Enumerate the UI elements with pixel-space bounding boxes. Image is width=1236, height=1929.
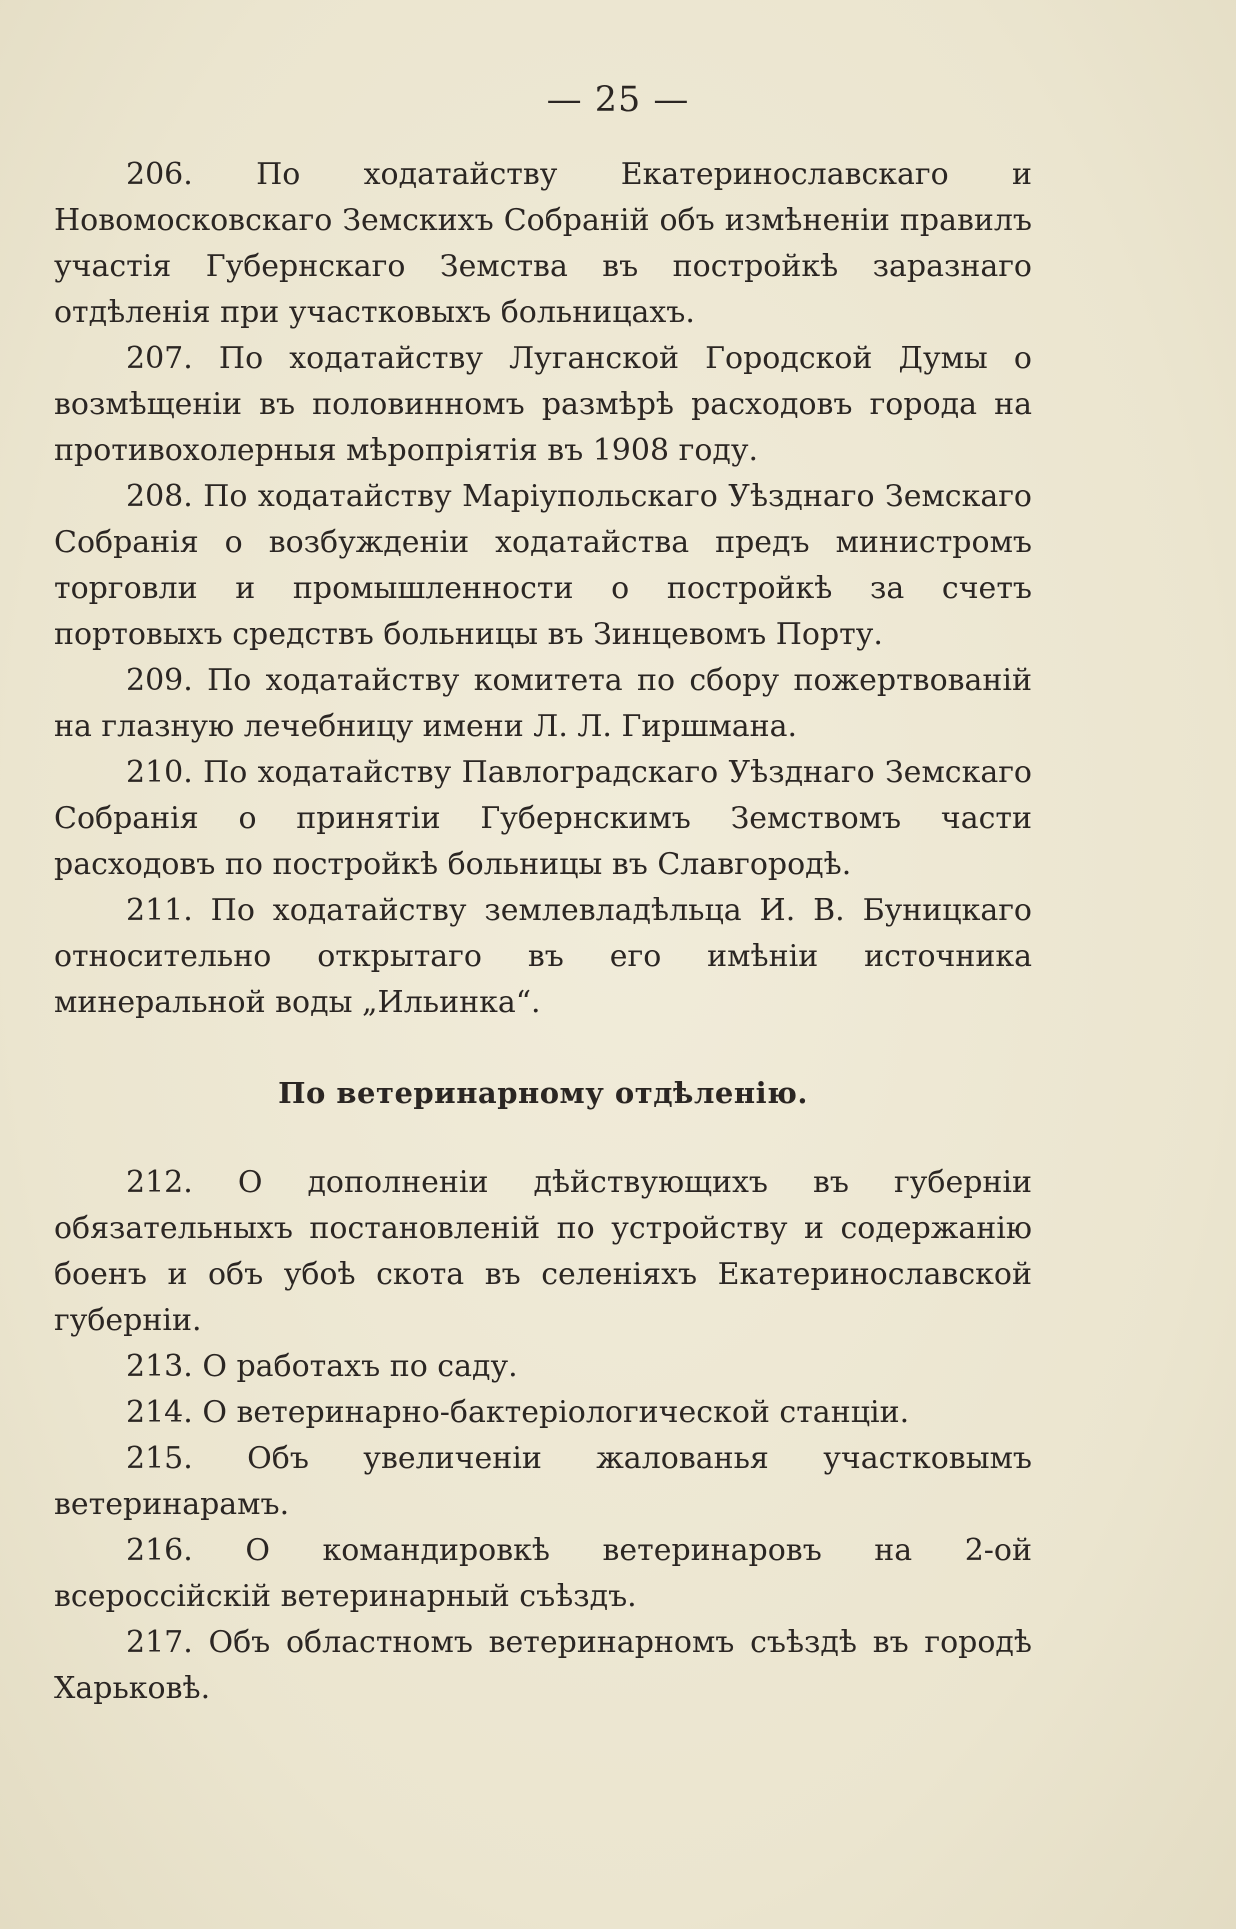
item-208: 208. По ходатайству Маріупольскаго Уѣзднаго Земскаго Собранія о возбужденіи ходатайства предъ министромъ торговли и промышленности о постройкѣ за счетъ портовыхъ средствъ больницы въ Зинцевомъ Порту. [54, 479, 1032, 652]
item-216: 216. О командировкѣ ветеринаровъ на 2-ой всероссійскій ветеринарный съѣздъ. [54, 1533, 1032, 1614]
item-209: 209. По ходатайству комитета по сбору пожертвованій на глазную лечебницу имени Л. Л. Гиршмана. [54, 663, 1032, 744]
item-211: 211. По ходатайству землевладѣльца И. В. Буницкаго относительно открытаго въ его имѣніи источника минеральной воды „Ильинка“. [54, 893, 1032, 1020]
item-215: 215. Объ увеличеніи жалованья участковымъ ветеринарамъ. [54, 1441, 1032, 1522]
section-heading: По ветеринарному отдѣленію. [278, 1076, 808, 1110]
item-212: 212. О дополненіи дѣйствующихъ въ губерніи обязательныхъ постановленій по устройству и содержанію боенъ и объ убоѣ скота въ селеніяхъ Екатеринославской губерніи. [54, 1165, 1032, 1338]
item-217: 217. Объ областномъ ветеринарномъ съѣздѣ въ городѣ Харьковѣ. [54, 1625, 1032, 1706]
page-body [54, 152, 1032, 1712]
item-207: 207. По ходатайству Луганской Городской Думы о возмѣщеніи въ половинномъ размѣрѣ расходовъ города на противохолерныя мѣропріятія въ 1908 году. [54, 341, 1032, 468]
page-number: — 25 — [546, 80, 690, 120]
item-206: 206. По ходатайству Екатеринославскаго и Новомосковскаго Земскихъ Собраній объ измѣненіи правилъ участія Губернскаго Земства въ постройкѣ заразнаго отдѣленія при участковыхъ больницахъ. [54, 157, 1032, 330]
item-213: 213. О работахъ по саду. [126, 1349, 518, 1384]
item-214: 214. О ветеринарно-бактеріологической станціи. [126, 1395, 910, 1430]
item-210: 210. По ходатайству Павлоградскаго Уѣзднаго Земскаго Собранія о принятіи Губернскимъ Земствомъ части расходовъ по постройкѣ больницы въ Славгородѣ. [54, 755, 1032, 882]
